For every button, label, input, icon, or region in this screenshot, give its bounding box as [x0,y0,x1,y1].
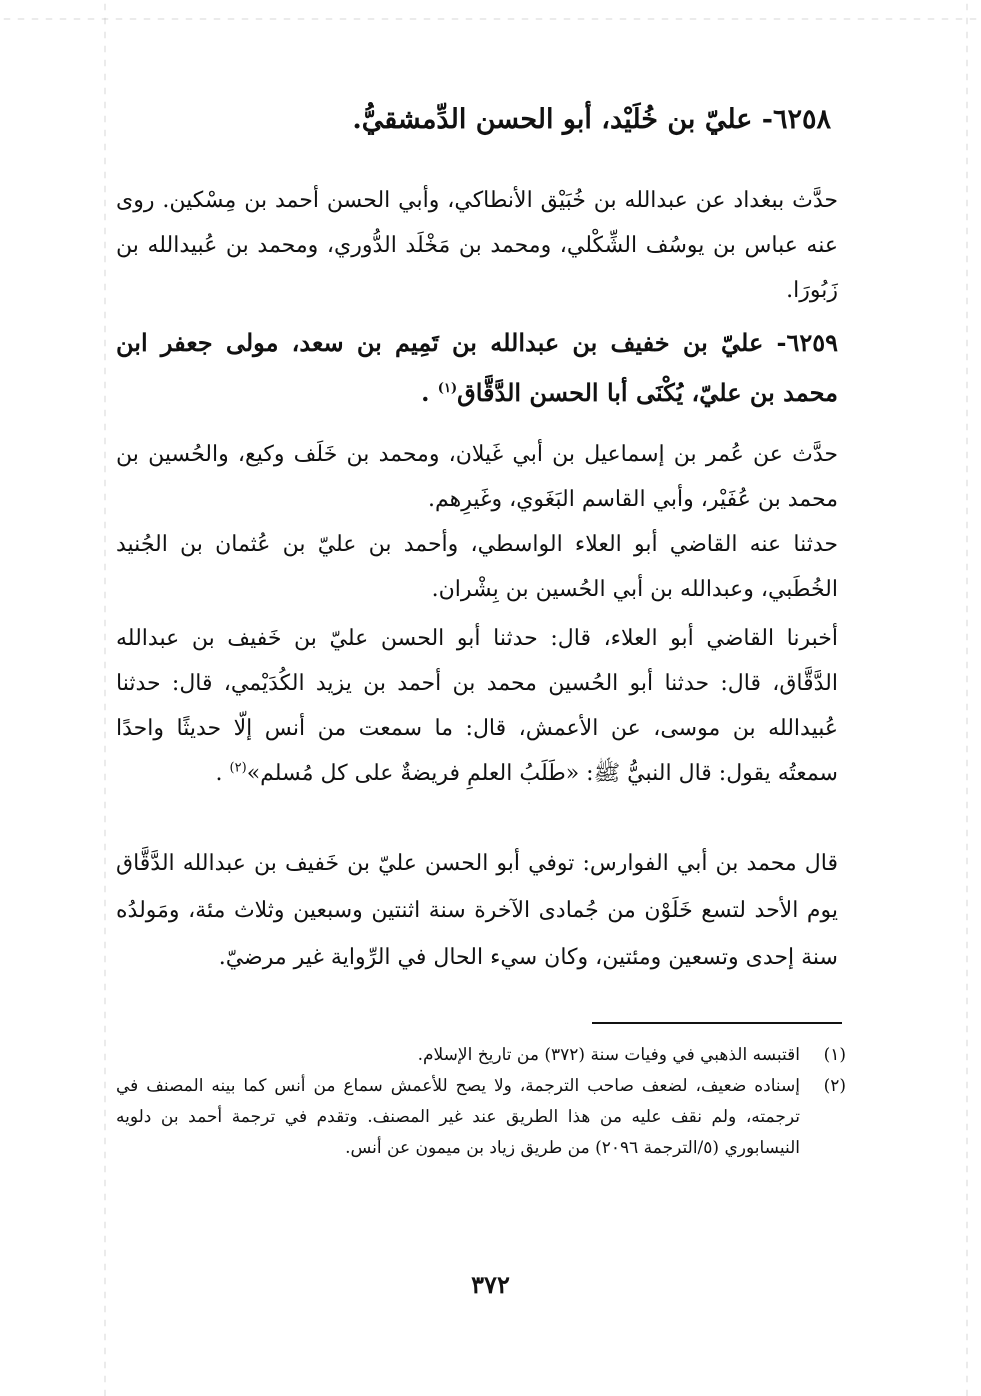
footnote-ref-1: (١) [437,381,458,396]
entry-6258-heading: ٦٢٥٨- عليّ بن خُلَيْد، أبو الحسن الدِّمشقيُّ. [352,104,831,135]
footnote-1-mark: (١) [823,1045,846,1065]
entry-6259-heading-text: ٦٢٥٩- عليّ بن خفيف بن عبدالله بن تَمِيم بن سعد، مولى جعفر ابن محمد بن عليّ، يُكْنَى أبا الحسن الدَّقَّاق [116,328,838,407]
footnote-ref-2: (٢) [229,760,247,776]
footnote-2 [116,1071,846,1164]
footnote-2-text: إسناده ضعيف، لضعف صاحب الترجمة، ولا يصح للأعمش سماع من أنس كما بينه المصنف في ترجمته، ولم نقف عليه من هذا الطريق عند غير المصنف. وتقدم في ترجمة أحمد بن دلويه النيسابوري (٥/الترجمة ٢٠٩٦) من طريق زياد بن ميمون عن أنس. [116,1076,800,1158]
entry-6259-paragraph-1: حدَّث عن عُمر بن إسماعيل بن أبي غَيلان، ومحمد بن خَلَف وكيع، والحُسين بن محمد بن عُفَيْر، وأبي القاسم البَغَوي، وغَيرِهم. [116,442,838,512]
entry-6259-paragraph-3: أخبرنا القاضي أبو العلاء، قال: حدثنا أبو الحسن عليّ بن خَفيف بن عبدالله الدَّقَّاق، قال: حدثنا أبو الحُسين محمد بن أحمد بن يزيد الكُدَيْمي، قال: حدثنا عُبيدالله بن موسى، عن الأعمش، قال: ما سمعت من أنس إلّا حديثًا واحدًا سمعتُه يقول: قال النبيُّ ﷺ: «طَلَبُ العلمِ فريضةٌ على كل مُسلم»$^{(٢)}$ . [116,626,838,786]
entry-6259-paragraph-4: قال محمد بن أبي الفوارس: توفي أبو الحسن عليّ بن خَفيف بن عبدالله الدَّقَّاق يوم الأحد لتسع خَلَوْن من جُمادى الآخرة سنة اثنتين وسبعين وثلاث مئة، ومَولدُه سنة إحدى وتسعين ومئتين، وكان سيء الحال في الرِّواية غير مرضيّ. [116,851,838,970]
footnote-1-text: اقتبسه الذهبي في وفيات سنة (٣٧٢) من تاريخ الإسلام. [417,1045,800,1065]
footnote-1 [116,1040,846,1071]
scan-edge-left [104,0,106,1396]
page-number: ٣٧٢ [471,1270,510,1299]
footnotes [116,1040,846,1164]
entry-6258-paragraph: حدَّث ببغداد عن عبدالله بن خُبَيْق الأنطاكي، وأبي الحسن أحمد بن مِسْكين. روى عنه عباس بن يوسُف الشِّكْلي، ومحمد بن مَخْلَد الدُّوري، ومحمد بن عُبيدالله بن زَبُورَا. [116,188,838,303]
scan-edge-right [966,0,968,1396]
hadith-text: أخبرنا القاضي أبو العلاء، قال: حدثنا أبو الحسن عليّ بن خَفيف بن عبدالله الدَّقَّاق، قال: حدثنا أبو الحُسين محمد بن أحمد بن يزيد الكُدَيْمي، قال: حدثنا عُبيدالله بن موسى، عن الأعمش، قال: ما سمعت من أنس إلّا حديثًا واحدًا سمعتُه يقول: قال النبيُّ ﷺ: «طَلَبُ العلمِ فريضةٌ على كل مُسلم» [116,626,838,786]
entry-6259-paragraph-2: حدثنا عنه القاضي أبو العلاء الواسطي، وأحمد بن عليّ بن عُثمان بن الجُنيد الخُطَبي، وعبدالله بن أبي الحُسين بن بِشْران. [116,532,838,602]
entry-6259-heading: ٦٢٥٩- عليّ بن خفيف بن عبدالله بن تَمِيم بن سعد، مولى جعفر ابن محمد بن عليّ، يُكْنَى أبا الحسن الدَّقَّاق$^{(١)}$ . [116,328,838,407]
footnote-2-mark: (٢) [823,1076,846,1096]
scan-edge-top [0,18,981,20]
footnote-separator [592,1022,842,1024]
